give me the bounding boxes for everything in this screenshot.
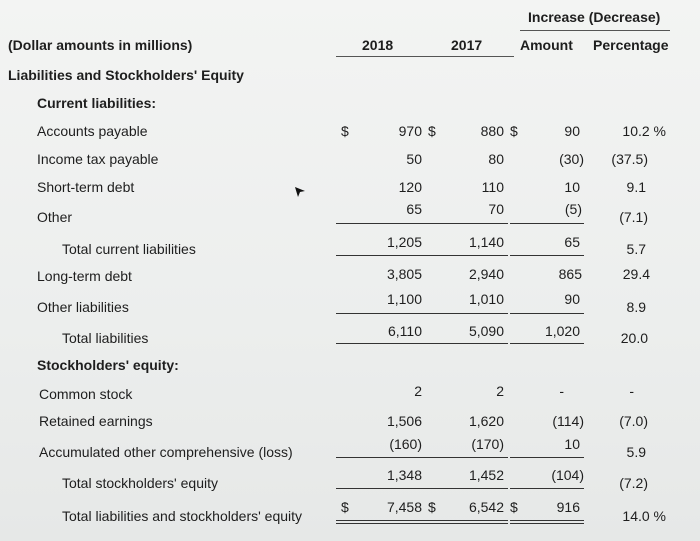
value-2018: 50 <box>406 151 422 167</box>
mouse-pointer-icon <box>294 186 306 200</box>
row-label: Income tax payable <box>37 151 159 167</box>
total-rule <box>510 343 584 344</box>
change-amount: (114) <box>552 413 584 429</box>
value-2017: (170) <box>471 436 504 452</box>
change-amount: 90 <box>564 291 580 307</box>
currency-symbol: $ <box>341 499 349 515</box>
grand-total-double-rule <box>428 520 508 524</box>
header-rule-change <box>520 30 670 31</box>
value-2017: 880 <box>480 123 504 139</box>
subtotal-rule <box>510 313 584 314</box>
value-2017: 110 <box>481 179 504 195</box>
value-2017: 80 <box>488 151 504 167</box>
grand-total-double-rule <box>336 520 428 524</box>
increase-decrease-header: Increase (Decrease) <box>528 9 661 25</box>
col-2017-header: 2017 <box>451 37 483 53</box>
section-title: Liabilities and Stockholders' Equity <box>8 67 244 83</box>
header-rule-2017 <box>428 56 514 57</box>
col-percentage-header: Percentage <box>593 37 669 53</box>
subtotal-rule <box>336 457 428 458</box>
value-2018: 3,805 <box>386 266 422 282</box>
change-percentage: 9.1 <box>626 179 646 195</box>
subtotal-rule <box>428 488 508 489</box>
value-2017: 1,010 <box>468 291 504 307</box>
header-rule-2018 <box>336 56 428 57</box>
currency-symbol: $ <box>341 123 349 139</box>
current-liabilities-header: Current liabilities: <box>37 95 157 111</box>
row-label: Retained earnings <box>39 413 153 429</box>
value-2018: 7,458 <box>386 499 422 515</box>
currency-symbol: $ <box>510 123 518 139</box>
row-label: Accumulated other comprehensive (loss) <box>39 444 293 460</box>
change-percentage: (7.1) <box>619 209 648 225</box>
row-label: Other <box>37 209 73 225</box>
row-label: Short-term debt <box>37 179 135 195</box>
change-amount: 90 <box>564 123 580 139</box>
change-percentage: 5.7 <box>626 241 646 257</box>
value-2018: 2 <box>414 383 422 399</box>
subtotal-rule <box>428 313 508 314</box>
col-2018-header: 2018 <box>362 37 394 53</box>
change-amount: 65 <box>564 234 580 250</box>
change-amount: 865 <box>558 266 582 282</box>
value-2018: 65 <box>406 201 422 217</box>
change-percentage: 5.9 <box>626 444 646 460</box>
currency-symbol: $ <box>428 499 436 515</box>
change-percentage: 8.9 <box>626 299 646 315</box>
subtotal-rule <box>336 488 428 489</box>
row-label: Total liabilities <box>62 330 149 346</box>
change-percentage: (7.0) <box>619 413 648 429</box>
total-rule <box>510 255 584 256</box>
value-2017: 70 <box>488 201 504 217</box>
change-percentage: 10.2 % <box>622 123 666 139</box>
change-amount: - <box>559 383 564 399</box>
change-percentage: 29.4 <box>622 266 650 282</box>
change-amount: (5) <box>564 201 582 217</box>
value-2017: 2,940 <box>468 266 504 282</box>
value-2017: 5,090 <box>468 323 504 339</box>
change-amount: 10 <box>564 179 580 195</box>
col-amount-header: Amount <box>520 37 573 53</box>
total-rule <box>428 343 508 344</box>
change-percentage: 14.0 % <box>622 508 666 524</box>
change-amount: (30) <box>559 151 584 167</box>
row-label: Total liabilities and stockholders' equity <box>62 508 303 524</box>
stockholders-equity-header: Stockholders' equity: <box>37 357 179 373</box>
row-label: Other liabilities <box>37 299 129 315</box>
subtotal-rule <box>428 223 508 224</box>
change-amount: 916 <box>556 499 580 515</box>
value-2018: (160) <box>389 436 422 452</box>
value-2017: 2 <box>496 383 504 399</box>
change-percentage: (7.2) <box>619 475 648 491</box>
subtotal-rule <box>510 223 584 224</box>
value-2017: 1,620 <box>468 413 504 429</box>
change-percentage: 20.0 <box>620 330 648 346</box>
total-rule <box>336 343 428 344</box>
value-2018: 1,100 <box>386 291 422 307</box>
subtotal-rule <box>336 223 428 224</box>
total-rule <box>336 255 428 256</box>
row-label: Total stockholders' equity <box>62 475 218 491</box>
currency-symbol: $ <box>428 123 436 139</box>
change-amount: (104) <box>551 467 584 483</box>
row-label: Long-term debt <box>37 268 132 284</box>
value-2018: 970 <box>398 123 422 139</box>
row-label: Accounts payable <box>37 123 148 139</box>
subtotal-rule <box>336 313 428 314</box>
subtotal-rule <box>428 457 508 458</box>
change-amount: 1,020 <box>544 323 580 339</box>
row-label: Common stock <box>39 386 133 402</box>
total-rule <box>428 255 508 256</box>
value-2018: 1,205 <box>386 234 422 250</box>
row-label: Total current liabilities <box>62 241 196 257</box>
value-2018: 1,506 <box>386 413 422 429</box>
change-amount: 10 <box>564 436 580 452</box>
change-percentage: (37.5) <box>611 151 648 167</box>
value-2018: 120 <box>398 179 422 195</box>
subtotal-rule <box>510 488 584 489</box>
value-2018: 1,348 <box>386 467 422 483</box>
subtotal-rule <box>510 457 584 458</box>
change-percentage: - <box>629 383 634 399</box>
value-2017: 1,140 <box>468 234 504 250</box>
value-2017: 1,452 <box>468 467 504 483</box>
value-2018: 6,110 <box>388 323 422 339</box>
value-2017: 6,542 <box>468 499 504 515</box>
units-label: (Dollar amounts in millions) <box>8 37 193 53</box>
grand-total-double-rule <box>510 520 584 524</box>
currency-symbol: $ <box>510 499 518 515</box>
